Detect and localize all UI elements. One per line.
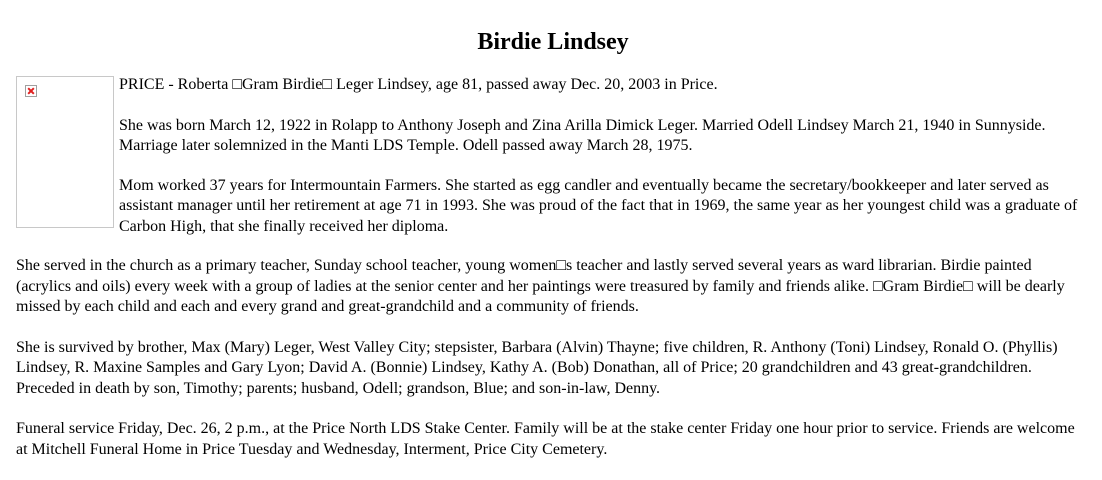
paragraph-funeral: Funeral service Friday, Dec. 26, 2 p.m., at the Price North LDS Stake Center. Family will be at the stake center Friday one hour prior to service. Friends are welcome at Mitchell Funeral Home in Price Tuesday and Wednesday, Interment, Price City Cemetery. <box>16 420 1075 458</box>
page-title: Birdie Lindsey <box>477 29 629 55</box>
paragraph-survivors: She is survived by brother, Max (Mary) Leger, West Valley City; stepsister, Barbara (Alvin) Thayne; five children, R. Anthony (Toni) Lindsey, Ronald O. (Phyllis) Lindsey, R. Maxine Samples and Gary Lyon; David A. (Bonnie) Lindsey, Kathy A. (Bob) Donathan, all of Price; 20 grandchildren and 43 great-grandchildren. Preceded in death by son, Timothy; parents; husband, Odell; grandson, Blue; and son-in-law, Denny. <box>16 338 1058 397</box>
paragraph-birth: She was born March 12, 1922 in Rolapp to Anthony Joseph and Zina Arilla Dimick Leger. Married Odell Lindsey March 21, 1940 in Sunnyside. Marriage later solemnized in the Manti LDS Temple. Odell passed away March 28, 1975. <box>119 116 1046 154</box>
paragraph-church: She served in the church as a primary teacher, Sunday school teacher, young women□s teacher and lastly served several years as ward librarian. Birdie painted (acrylics and oils) every week with a group of ladies at the senior center and her paintings were treasured by family and friends alike. □Gram Birdie□ will be dearly missed by each child and each and every grand and great-grandchild and a community of friends. <box>16 257 1065 315</box>
broken-image-icon <box>25 85 37 97</box>
obituary-page <box>16 0 1090 480</box>
photo-placeholder <box>16 76 114 228</box>
paragraph-intro: PRICE - Roberta □Gram Birdie□ Leger Lindsey, age 81, passed away Dec. 20, 2003 in Price. <box>119 76 718 93</box>
paragraph-career: Mom worked 37 years for Intermountain Farmers. She started as egg candler and eventually became the secretary/bookkeeper and later served as assistant manager until her retirement at age 71 in 1993. She was proud of the fact that in 1969, the same year as her youngest child was a graduate of Carbon High, that she finally received her diploma. <box>119 176 1078 235</box>
